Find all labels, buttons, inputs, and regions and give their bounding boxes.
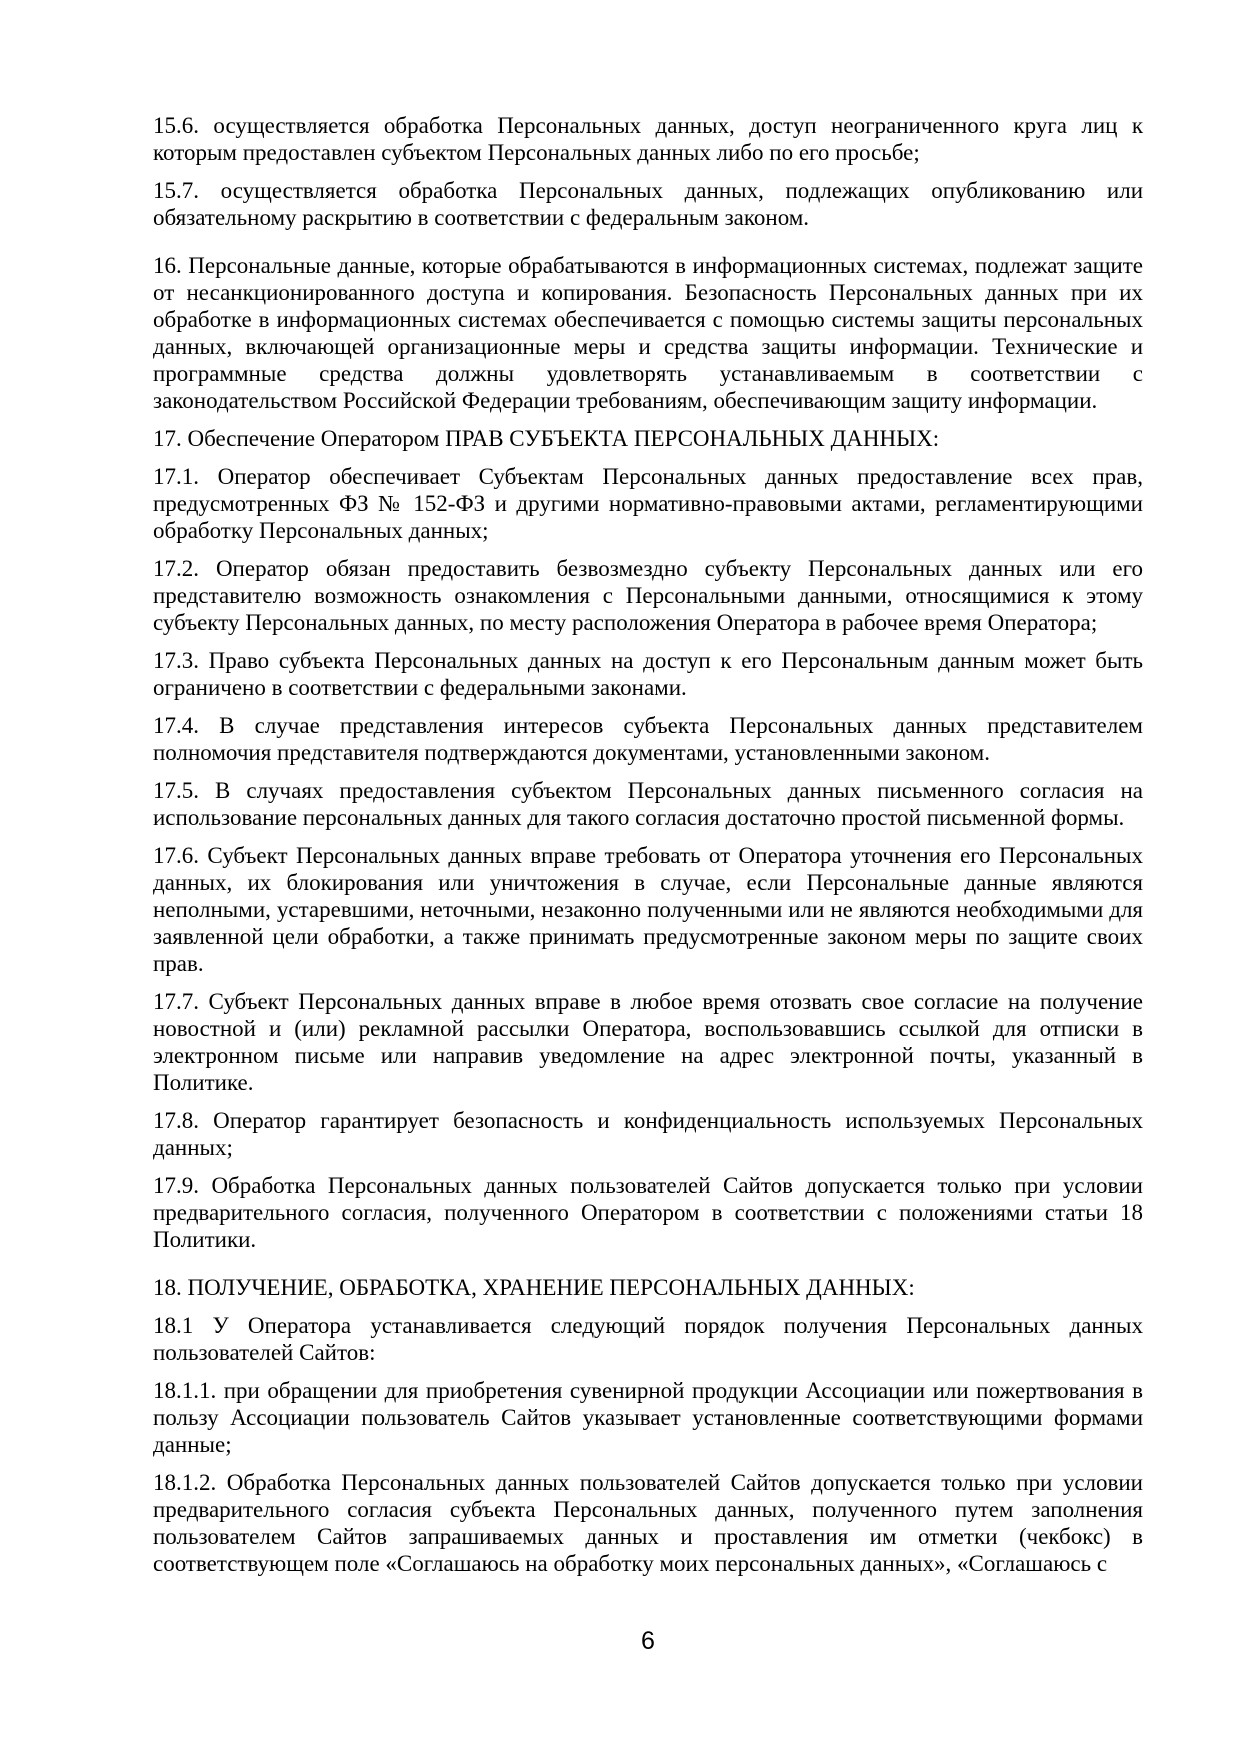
paragraph-17-6: 17.6. Субъект Персональных данных вправе требовать от Оператора уточнения его Персональных данных, их блокирования или уничтожения в случае, если Персональные данные являются неполными, устаревшими, неточными, незаконно полученными или не являются необходимыми для заявленной цели обработки, а также принимать предусмотренные законом меры по защите своих прав.	[153, 843, 1143, 976]
paragraph-17-8: 17.8. Оператор гарантирует безопасность и конфиденциальность используемых Персональных данных;	[153, 1108, 1143, 1160]
paragraph-17-9: 17.9. Обработка Персональных данных пользователей Сайтов допускается только при условии предварительного согласия, полученного Оператором в соответствии с положениями статьи 18 Политики.	[153, 1173, 1143, 1252]
paragraph-18-1-1: 18.1.1. при обращении для приобретения сувенирной продукции Ассоциации или пожертвования в пользу Ассоциации пользователь Сайтов указывает установленные соответствующими формами данные;	[153, 1378, 1143, 1457]
paragraph-16: 16. Персональные данные, которые обрабатываются в информационных системах, подлежат защите от несанкционированного доступа и копирования. Безопасность Персональных данных при их обработке в информационных системах обеспечивается с помощью системы защиты персональных данных, включающей организационные меры и средства защиты информации. Технические и программные средства должны удовлетворять устанавливаемым в соответствии с законодательством Российской Федерации требованиям, обеспечивающим защиту информации.	[153, 253, 1143, 413]
paragraph-17-7: 17.7. Субъект Персональных данных вправе в любое время отозвать свое согласие на получение новостной и (или) рекламной рассылки Оператора, воспользовавшись ссылкой для отписки в электронном письме или направив уведомление на адрес электронной почты, указанный в Политике.	[153, 989, 1143, 1095]
section-heading-18: 18. ПОЛУЧЕНИЕ, ОБРАБОТКА, ХРАНЕНИЕ ПЕРСОНАЛЬНЫХ ДАННЫХ:	[153, 1275, 915, 1300]
paragraph-18-1: 18.1 У Оператора устанавливается следующий порядок получения Персональных данных пользователей Сайтов:	[153, 1313, 1143, 1365]
page-number: 6	[641, 1627, 655, 1655]
paragraph-15-7: 15.7. осуществляется обработка Персональных данных, подлежащих опубликованию или обязательному раскрытию в соответствии с федеральным законом.	[153, 178, 1143, 230]
section-heading-17: 17. Обеспечение Оператором ПРАВ СУБЪЕКТА ПЕРСОНАЛЬНЫХ ДАННЫХ:	[153, 426, 940, 451]
paragraph-17-4: 17.4. В случае представления интересов субъекта Персональных данных представителем полномочия представителя подтверждаются документами, установленными законом.	[153, 713, 1143, 765]
document-body	[153, 112, 1143, 1588]
paragraph-17-1: 17.1. Оператор обеспечивает Субъектам Персональных данных предоставление всех прав, предусмотренных ФЗ № 152-ФЗ и другими нормативно-правовыми актами, регламентирующими обработку Персональных данных;	[153, 464, 1143, 543]
paragraph-15-6: 15.6. осуществляется обработка Персональных данных, доступ неограниченного круга лиц к которым предоставлен субъектом Персональных данных либо по его просьбе;	[153, 113, 1143, 165]
paragraph-17-3: 17.3. Право субъекта Персональных данных на доступ к его Персональным данным может быть ограничено в соответствии с федеральными законами.	[153, 648, 1143, 700]
paragraph-17-2: 17.2. Оператор обязан предоставить безвозмездно субъекту Персональных данных или его представителю возможность ознакомления с Персональными данными, относящимися к этому субъекту Персональных данных, по месту расположения Оператора в рабочее время Оператора;	[153, 556, 1143, 635]
paragraph-17-5: 17.5. В случаях предоставления субъектом Персональных данных письменного согласия на использование персональных данных для такого согласия достаточно простой письменной формы.	[153, 778, 1143, 830]
paragraph-18-1-2: 18.1.2. Обработка Персональных данных пользователей Сайтов допускается только при условии предварительного согласия субъекта Персональных данных, полученного путем заполнения пользователем Сайтов запрашиваемых данных и проставления им отметки (чекбокс) в соответствующем поле «Соглашаюсь на обработку моих персональных данных», «Соглашаюсь с	[153, 1470, 1143, 1576]
